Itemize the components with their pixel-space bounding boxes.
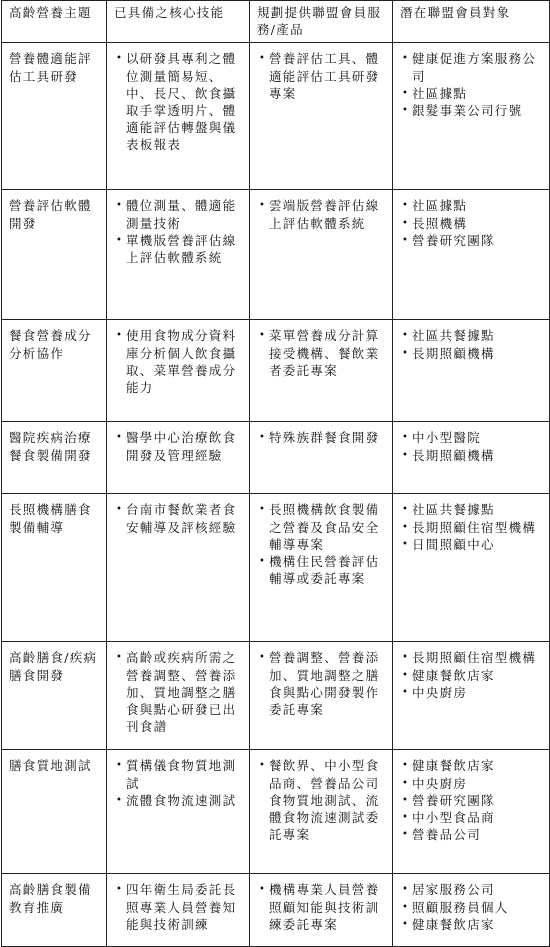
member-item: • 社區據點 (400, 85, 545, 102)
members-cell (393, 642, 550, 750)
member-item: • 日間照顧中心 (400, 536, 545, 553)
members-cell (393, 190, 550, 320)
service-item: • 營養調整、營養添加、質地調整之膳食與點心開發製作委託專案 (257, 649, 388, 718)
table-row (2, 422, 550, 494)
member-item: • 健康餐飲店家 (400, 916, 545, 933)
table-row (2, 874, 550, 947)
services-cell (250, 494, 393, 642)
services-list (257, 327, 388, 379)
topic-cell: 營養評估軟體開發 (2, 190, 107, 320)
table-row (2, 43, 550, 190)
skills-list (114, 649, 245, 735)
members-cell (393, 43, 550, 190)
header-members: 潛在聯盟會員對象 (393, 1, 550, 43)
header-services: 規劃提供聯盟會員服務/產品 (250, 1, 393, 43)
topic-cell: 營養體適能評估工具研發 (2, 43, 107, 190)
services-cell (250, 320, 393, 422)
services-cell (250, 422, 393, 494)
members-list (400, 429, 545, 463)
skills-cell (107, 43, 250, 190)
service-item: • 營養評估工具、體適能評估工具研發專案 (257, 50, 388, 102)
member-item: • 健康餐飲店家 (400, 757, 545, 774)
member-item: • 健康促進方案服務公司 (400, 50, 545, 84)
member-item: • 營養品公司 (400, 826, 545, 843)
service-item: • 機構住民營養評估輔導或委託專案 (257, 553, 388, 587)
service-item: • 餐飲界、中小型食品商、營養品公司食物質地測試、流體食物流速測試委託專案 (257, 757, 388, 843)
skills-cell (107, 750, 250, 874)
member-item: • 中央廚房 (400, 684, 545, 701)
member-item: • 中小型醫院 (400, 429, 545, 446)
topic-cell: 高齡膳食/疾病膳食開發 (2, 642, 107, 750)
table-row (2, 642, 550, 750)
members-list (400, 649, 545, 701)
table-row (2, 750, 550, 874)
members-list (400, 501, 545, 553)
member-item: • 社區據點 (400, 197, 545, 214)
table-row (2, 190, 550, 320)
service-item: • 菜單營養成分計算接受機構、餐飲業者委託專案 (257, 327, 388, 379)
services-cell (250, 750, 393, 874)
skills-cell (107, 190, 250, 320)
member-item: • 長期照顧機構 (400, 447, 545, 464)
table-row (2, 494, 550, 642)
services-list (257, 197, 388, 231)
services-cell (250, 642, 393, 750)
skill-item: • 流體食物流速測試 (114, 792, 245, 809)
member-item: • 社區共餐據點 (400, 501, 545, 518)
member-item: • 居家服務公司 (400, 881, 545, 898)
service-table (1, 0, 550, 947)
members-cell (393, 874, 550, 947)
skill-item: • 四年衛生局委託長照專業人員營養知能與技術訓練 (114, 881, 245, 933)
member-item: • 長照機構 (400, 215, 545, 232)
services-list (257, 881, 388, 933)
skills-list (114, 50, 245, 153)
table-row (2, 320, 550, 422)
skill-item: • 以研發具專利之體位測量簡易短、中、長尺、飲食攝取手掌透明片、體適能評估轉盤與儀表板報表 (114, 50, 245, 153)
skill-item: • 單機版營養評估線上評估軟體系統 (114, 232, 245, 266)
skills-cell (107, 320, 250, 422)
services-list (257, 501, 388, 587)
member-item: • 長期照顧住宿型機構 (400, 519, 545, 536)
skills-cell (107, 874, 250, 947)
services-list (257, 757, 388, 843)
skill-item: • 體位測量、體適能測量技術 (114, 197, 245, 231)
services-cell (250, 190, 393, 320)
skill-item: • 醫學中心治療飲食開發及管理經驗 (114, 429, 245, 463)
members-cell (393, 494, 550, 642)
member-item: • 營養研究團隊 (400, 232, 545, 249)
header-row (2, 1, 550, 43)
skills-cell (107, 494, 250, 642)
service-item: • 雲端版營養評估線上評估軟體系統 (257, 197, 388, 231)
services-list (257, 429, 388, 446)
skills-list (114, 757, 245, 809)
topic-cell: 高齡膳食製備教育推廣 (2, 874, 107, 947)
skills-list (114, 327, 245, 396)
services-list (257, 50, 388, 102)
skill-item: • 質構儀食物質地測試 (114, 757, 245, 791)
skills-cell (107, 422, 250, 494)
skills-cell (107, 642, 250, 750)
members-cell (393, 320, 550, 422)
topic-cell: 醫院疾病治療餐食製備開發 (2, 422, 107, 494)
member-item: • 長期照顧機構 (400, 345, 545, 362)
skill-item: • 高齡或疾病所需之營養調整、營養添加、質地調整之膳食與點心研發已出刊食譜 (114, 649, 245, 735)
topic-cell: 膳食質地測試 (2, 750, 107, 874)
member-item: • 營養研究團隊 (400, 792, 545, 809)
topic-cell: 餐食營養成分分析協作 (2, 320, 107, 422)
service-item: • 特殊族群餐食開發 (257, 429, 388, 446)
skills-list (114, 501, 245, 535)
skill-item: • 台南市餐飲業者食安輔導及評核經驗 (114, 501, 245, 535)
member-item: • 銀髮事業公司行號 (400, 102, 545, 119)
member-item: • 中央廚房 (400, 775, 545, 792)
members-cell (393, 750, 550, 874)
members-cell (393, 422, 550, 494)
header-topic: 高齡營養主題 (2, 1, 107, 43)
topic-cell: 長照機構膳食製備輔導 (2, 494, 107, 642)
members-list (400, 327, 545, 361)
members-list (400, 881, 545, 933)
members-list (400, 197, 545, 249)
skills-list (114, 197, 245, 266)
member-item: • 照顧服務員個人 (400, 899, 545, 916)
member-item: • 健康餐飲店家 (400, 667, 545, 684)
member-item: • 中小型食品商 (400, 809, 545, 826)
skills-list (114, 429, 245, 463)
services-list (257, 649, 388, 718)
header-skills: 已具備之核心技能 (107, 1, 250, 43)
member-item: • 社區共餐據點 (400, 327, 545, 344)
service-item: • 機構專業人員營養照顧知能與技術訓練委託專案 (257, 881, 388, 933)
members-list (400, 50, 545, 119)
services-cell (250, 874, 393, 947)
services-cell (250, 43, 393, 190)
members-list (400, 757, 545, 843)
service-item: • 長照機構飲食製備之營養及食品安全輔導專案 (257, 501, 388, 553)
skill-item: • 使用食物成分資料庫分析個人飲食攝取、菜單營養成分能力 (114, 327, 245, 396)
skills-list (114, 881, 245, 933)
member-item: • 長期照顧住宿型機構 (400, 649, 545, 666)
